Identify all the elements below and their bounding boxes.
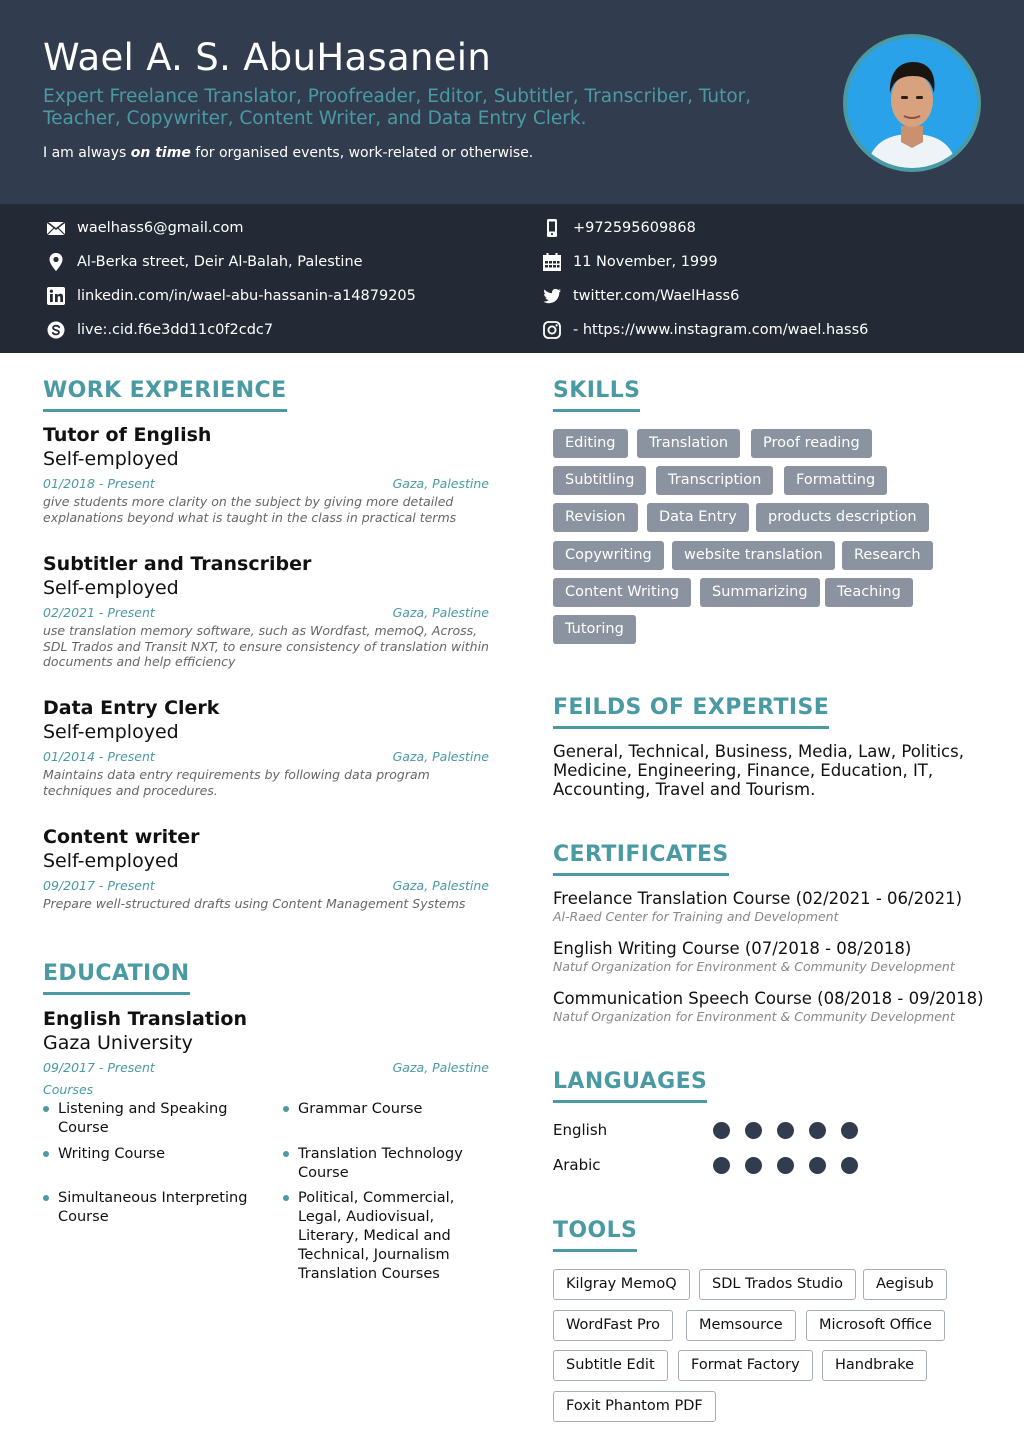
level-dot [777,1157,794,1174]
skill-chip: website translation [672,541,835,570]
level-dot [841,1122,858,1139]
skill-chip: Copywriting [553,541,664,570]
skill-chip: Transcription [656,466,773,495]
language-row [553,1155,873,1175]
courses-label: Courses [43,1082,94,1097]
candidate-title: Expert Freelance Translator, Proofreader, Editor, Subtitler, Transcriber, Tutor, Teacher, Copywriter, Content Writer, and Data Entry Clerk. [43,86,752,129]
job-meta [43,878,489,894]
certificate-entry [553,889,983,925]
job-dates: 01/2018 - Present [43,476,155,491]
skill-chip: products description [756,503,929,532]
job-dates: 01/2014 - Present [43,749,155,764]
candidate-name: Wael A. S. AbuHasanein [43,36,492,79]
section-education-title: EDUCATION [43,961,190,995]
level-dot [745,1157,762,1174]
level-dot [713,1122,730,1139]
job-meta [43,476,489,492]
linkedin-icon [45,285,67,307]
tool-chip: SDL Trados Studio [699,1269,856,1300]
tagline-end: for organised events, work-related or otherwise. [190,145,534,161]
course-item: Writing Course [43,1145,258,1164]
tool-chip: Handbrake [822,1350,927,1381]
contact-birthdate [541,251,718,273]
skill-chip: Proof reading [751,429,872,458]
skill-chip: Teaching [825,578,913,607]
skill-chip: Formatting [784,466,887,495]
skill-chip: Content Writing [553,578,691,607]
section-certificates-title: CERTIFICATES [553,842,729,876]
linkedin-text: linkedin.com/in/wael-abu-hassanin-a14879205 [77,288,416,304]
section-expertise-title: FEILDS OF EXPERTISE [553,695,829,729]
education-location: Gaza, Palestine [392,1060,489,1075]
job-description: give students more clarity on the subject by giving more detailed explanations beyond what is taught in the class in practical terms [43,494,457,525]
contact-email[interactable] [45,217,243,239]
tool-chip: Kilgray MemoQ [553,1269,690,1300]
level-dot [745,1122,762,1139]
job-location: Gaza, Palestine [392,476,489,491]
job-location: Gaza, Palestine [392,878,489,893]
certificate-entry [553,989,983,1025]
tool-chip: Format Factory [678,1350,813,1381]
level-dot [713,1157,730,1174]
job-description: use translation memory software, such as Wordfast, memoQ, Across, SDL Trados and Transit NXT, to ensure consistency of translation within documents and help efficiency [43,623,489,669]
phone-text: +972595609868 [573,220,696,236]
expertise-text: General, Technical, Business, Media, Law, Politics, Medicine, Engineering, Finance, Education, IT, Accounting, Travel and Tourism. [553,742,964,799]
course-item: Simultaneous Interpreting Course [43,1189,258,1227]
level-dot [809,1122,826,1139]
tagline [43,145,533,161]
skype-text: live:.cid.f6e3dd11c0f2cdc7 [77,322,274,338]
education-entry [43,1007,489,1076]
job-entry [43,423,489,525]
location-icon [45,251,67,273]
skill-chip: Subtitling [553,466,646,495]
contact-address [45,251,363,273]
email-icon [45,217,67,239]
section-skills-title: SKILLS [553,378,640,412]
job-org: Self-employed [43,721,179,743]
skill-chip: Translation [637,429,740,458]
tool-chip: Foxit Phantom PDF [553,1391,716,1422]
email-text: waelhass6@gmail.com [77,220,244,236]
tool-chip: Aegisub [863,1269,947,1300]
tool-chip: Subtitle Edit [553,1350,668,1381]
level-dot [777,1122,794,1139]
language-row [553,1120,873,1140]
contact-twitter[interactable] [541,285,739,307]
job-location: Gaza, Palestine [392,605,489,620]
skill-chip: Research [842,541,933,570]
profile-photo [843,34,981,172]
header [0,0,1024,204]
profile-photo-illustration [847,38,977,168]
tool-chip: Microsoft Office [806,1310,945,1341]
education-meta [43,1060,489,1076]
course-item: Political, Commercial, Legal, Audiovisual, Literary, Medical and Technical, Journalism Translation Courses [283,1189,498,1284]
job-dates: 02/2021 - Present [43,605,155,620]
job-title: Data Entry Clerk [43,697,220,719]
job-meta [43,605,489,621]
level-dot [841,1157,858,1174]
education-dates: 09/2017 - Present [43,1060,155,1075]
job-org: Self-employed [43,448,179,470]
section-tools-title: TOOLS [553,1218,637,1252]
tool-chip: Memsource [686,1310,796,1341]
course-item: Listening and Speaking Course [43,1100,258,1138]
job-entry [43,825,489,912]
contact-skype[interactable] [45,319,273,341]
address-text: Al-Berka street, Deir Al-Balah, Palestine [77,254,363,270]
contact-bar [0,204,1024,353]
tagline-start: I am always [43,145,131,161]
job-title: Tutor of English [43,424,212,446]
phone-icon [541,217,563,239]
tagline-emphasis: on time [130,145,191,161]
skill-chip: Revision [553,503,638,532]
course-item: Grammar Course [283,1100,498,1119]
school-name: Gaza University [43,1032,193,1054]
skype-icon [45,319,67,341]
twitter-text: twitter.com/WaelHass6 [573,288,740,304]
job-org: Self-employed [43,850,179,872]
course-item: Translation Technology Course [283,1145,498,1183]
job-title: Content writer [43,826,200,848]
twitter-icon [541,285,563,307]
instagram-icon [541,319,563,341]
skill-chip: Summarizing [700,578,820,607]
job-location: Gaza, Palestine [392,749,489,764]
skill-chip: Tutoring [553,615,636,644]
language-level [713,1122,873,1139]
job-entry [43,696,489,798]
level-dot [809,1157,826,1174]
skill-chip: Editing [553,429,628,458]
contact-phone[interactable] [541,217,696,239]
job-org: Self-employed [43,577,179,599]
certificate-title: English Writing Course (07/2018 - 08/2018) [553,939,912,958]
job-description: Maintains data entry requirements by following data program techniques and procedures. [43,767,430,798]
job-meta [43,749,489,765]
contact-linkedin[interactable] [45,285,416,307]
job-dates: 09/2017 - Present [43,878,155,893]
certificate-org: Natuf Organization for Environment & Community Development [553,959,955,974]
section-languages-title: LANGUAGES [553,1069,707,1103]
language-name: English [553,1121,608,1139]
certificate-entry [553,939,983,975]
section-work-title: WORK EXPERIENCE [43,378,287,412]
instagram-text: - https://www.instagram.com/wael.hass6 [573,322,869,338]
certificate-title: Freelance Translation Course (02/2021 - 06/2021) [553,889,963,908]
calendar-icon [541,251,563,273]
language-name: Arabic [553,1156,601,1174]
birthdate-text: 11 November, 1999 [573,254,718,270]
language-level [713,1157,873,1174]
certificate-org: Natuf Organization for Environment & Community Development [553,1009,955,1024]
tool-chip: WordFast Pro [553,1310,673,1341]
certificate-org: Al-Raed Center for Training and Development [553,909,839,924]
job-entry [43,552,489,670]
contact-instagram[interactable] [541,319,868,341]
skill-chip: Data Entry [647,503,749,532]
job-description: Prepare well-structured drafts using Content Management Systems [43,896,466,911]
degree-title: English Translation [43,1008,247,1030]
certificate-title: Communication Speech Course (08/2018 - 09/2018) [553,989,984,1008]
job-title: Subtitler and Transcriber [43,553,312,575]
